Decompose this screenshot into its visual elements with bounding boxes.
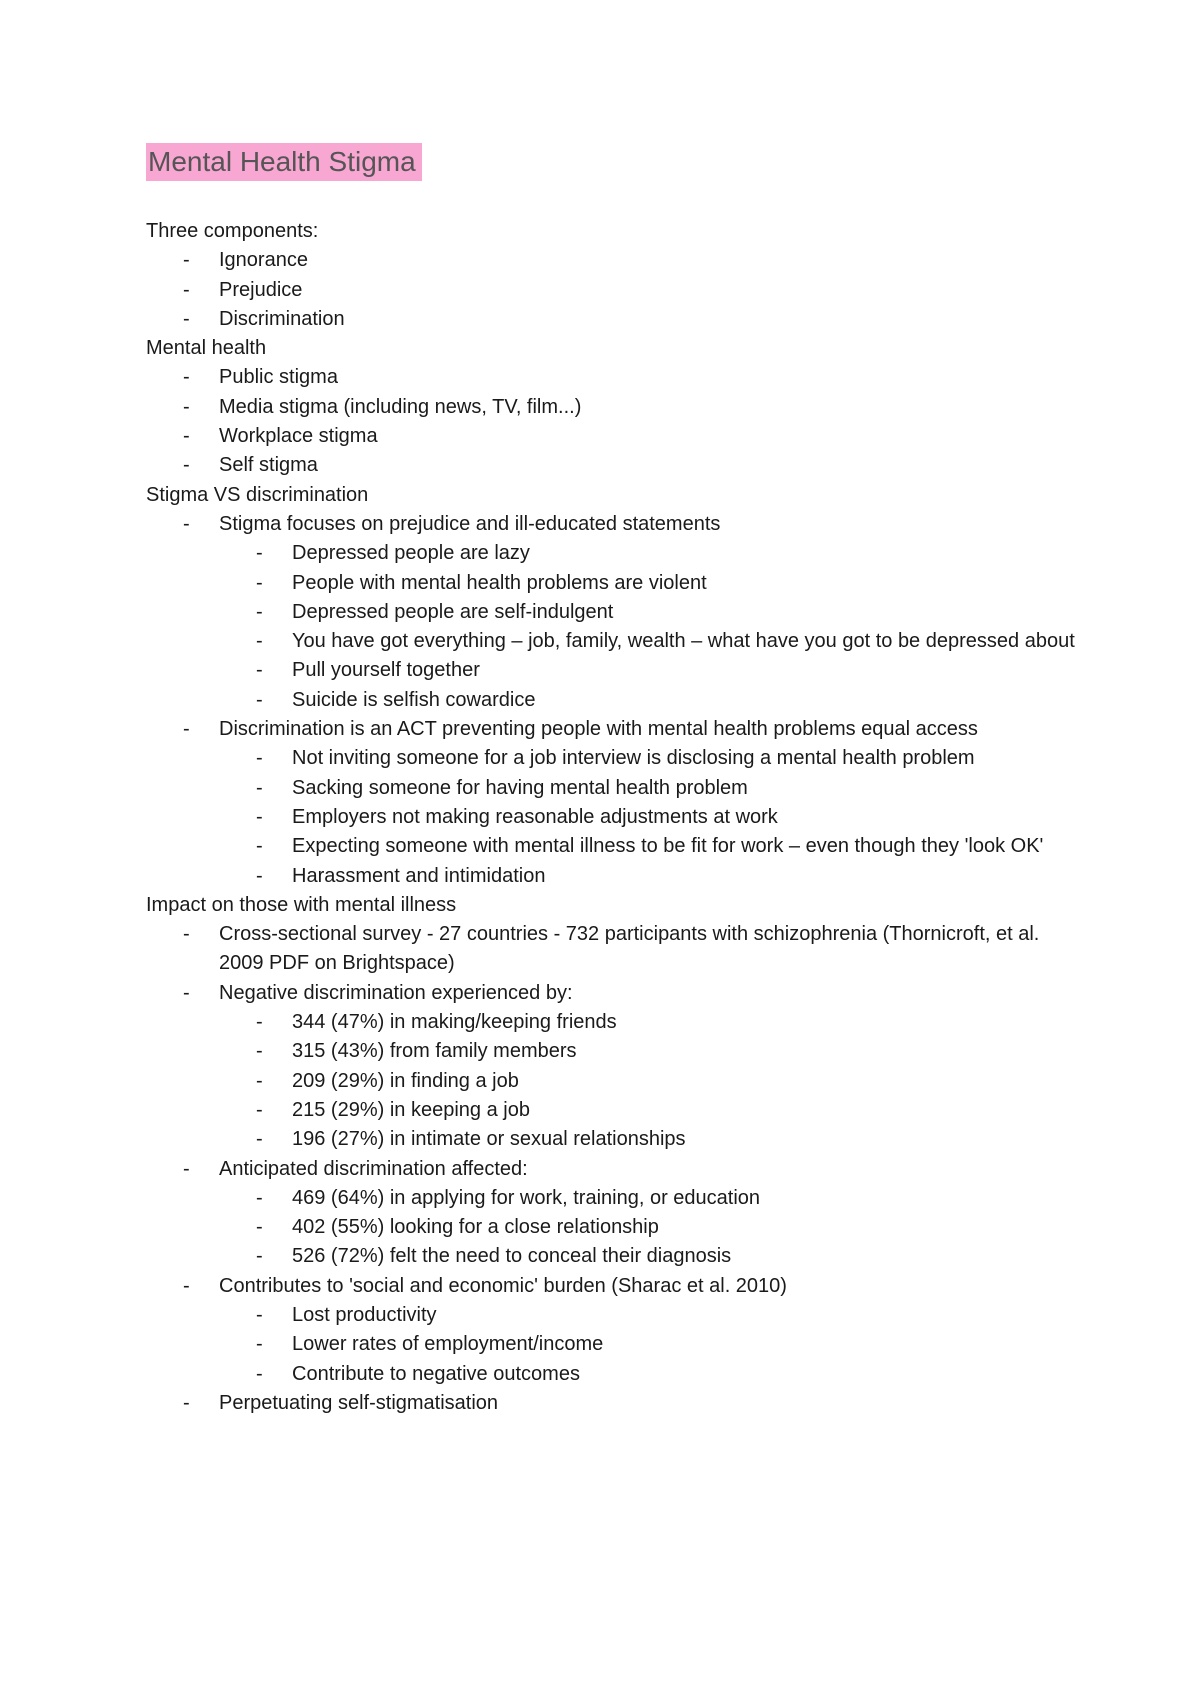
list-item xyxy=(146,276,1086,305)
bullet-list xyxy=(146,510,1086,891)
dash-bullet-icon: - xyxy=(183,249,190,272)
sub-list-item xyxy=(219,1037,1086,1066)
sub-list-item xyxy=(219,1184,1086,1213)
sub-list-item-text: Suicide is selfish cowardice xyxy=(292,688,536,711)
section-heading: Three components: xyxy=(146,220,319,242)
list-item xyxy=(146,246,1086,275)
dash-bullet-icon: - xyxy=(183,454,190,477)
sub-list-item-text: Lost productivity xyxy=(292,1303,437,1326)
list-item xyxy=(146,1389,1086,1418)
list-item-text: Discrimination xyxy=(219,307,345,330)
sub-list-item-text: 215 (29%) in keeping a job xyxy=(292,1098,530,1121)
list-item-text: Discrimination is an ACT preventing people with mental health problems equal access xyxy=(219,718,978,741)
dash-bullet-icon: - xyxy=(183,366,190,389)
dash-bullet-icon: - xyxy=(256,659,263,682)
sub-list-item-text: Depressed people are self-indulgent xyxy=(292,600,614,623)
sub-list-item xyxy=(219,832,1086,861)
list-item xyxy=(146,715,1086,891)
sub-list-item xyxy=(219,1330,1086,1359)
section-heading: Impact on those with mental illness xyxy=(146,893,457,916)
sub-list-item-text: 469 (64%) in applying for work, training, or education xyxy=(292,1186,761,1209)
bullet-list xyxy=(146,246,1086,334)
list-item xyxy=(146,393,1086,422)
sub-bullet-list xyxy=(219,539,1086,715)
dash-bullet-icon: - xyxy=(256,835,263,858)
sub-bullet-list xyxy=(219,1008,1086,1154)
list-item-text: Media stigma (including news, TV, film...) xyxy=(219,395,582,418)
dash-bullet-icon: - xyxy=(256,1216,263,1239)
sub-list-item-text: 344 (47%) in making/keeping friends xyxy=(292,1011,617,1034)
sub-list-item xyxy=(219,803,1086,832)
list-item-text: Perpetuating self-stigmatisation xyxy=(219,1391,499,1414)
sub-list-item xyxy=(219,1360,1086,1389)
list-item xyxy=(146,422,1086,451)
sub-list-item xyxy=(219,627,1086,656)
list-item-text: Ignorance xyxy=(219,249,308,272)
sub-list-item-text: 209 (29%) in finding a job xyxy=(292,1069,519,1092)
dash-bullet-icon: - xyxy=(256,1362,263,1385)
sub-list-item xyxy=(219,1008,1086,1037)
sub-list-item xyxy=(219,656,1086,685)
dash-bullet-icon: - xyxy=(256,776,263,799)
sub-list-item xyxy=(219,862,1086,891)
sub-list-item xyxy=(219,1067,1086,1096)
dash-bullet-icon: - xyxy=(256,1186,263,1209)
bullet-list xyxy=(146,363,1086,480)
sub-list-item-text: Harassment and intimidation xyxy=(292,864,546,887)
sub-list-item-text: Pull yourself together xyxy=(292,659,480,682)
dash-bullet-icon: - xyxy=(256,688,263,711)
sub-list-item xyxy=(219,1301,1086,1330)
sub-list-item-text: Sacking someone for having mental health problem xyxy=(292,776,748,799)
sub-list-item-text: Lower rates of employment/income xyxy=(292,1333,604,1356)
sub-list-item xyxy=(219,598,1086,627)
dash-bullet-icon: - xyxy=(183,425,190,448)
sub-list-item-text: Not inviting someone for a job interview is disclosing a mental health problem xyxy=(292,747,975,770)
list-item xyxy=(146,979,1086,1155)
dash-bullet-icon: - xyxy=(256,805,263,828)
dash-bullet-icon: - xyxy=(256,542,263,565)
sub-list-item xyxy=(219,686,1086,715)
dash-bullet-icon: - xyxy=(256,630,263,653)
dash-bullet-icon: - xyxy=(183,307,190,330)
dash-bullet-icon: - xyxy=(256,1245,263,1268)
dash-bullet-icon: - xyxy=(183,512,190,535)
dash-bullet-icon: - xyxy=(183,278,190,301)
sub-bullet-list xyxy=(219,1301,1086,1389)
list-item-text: Cross-sectional survey - 27 countries - 732 participants with schizophrenia (Thornicroft, et al. 2009 PDF on Brightspace) xyxy=(219,923,1040,975)
sub-list-item-text: You have got everything – job, family, wealth – what have you got to be depressed about xyxy=(292,630,1075,653)
sub-bullet-list xyxy=(219,744,1086,890)
list-item-text: Prejudice xyxy=(219,278,303,301)
section-heading: Stigma VS discrimination xyxy=(146,483,369,506)
list-item xyxy=(146,920,1086,979)
list-item xyxy=(146,1272,1086,1389)
sub-list-item-text: Employers not making reasonable adjustments at work xyxy=(292,805,778,828)
list-item xyxy=(146,1155,1086,1272)
dash-bullet-icon: - xyxy=(256,864,263,887)
dash-bullet-icon: - xyxy=(256,600,263,623)
sub-list-item-text: 402 (55%) looking for a close relationship xyxy=(292,1216,659,1239)
sub-list-item-text: 315 (43%) from family members xyxy=(292,1040,577,1063)
sub-list-item-text: Expecting someone with mental illness to be fit for work – even though they 'look OK' xyxy=(292,835,1044,858)
notes-body xyxy=(146,217,1086,1418)
list-item-text: Self stigma xyxy=(219,454,318,477)
sub-list-item xyxy=(219,774,1086,803)
sub-list-item-text: People with mental health problems are violent xyxy=(292,571,707,594)
list-item xyxy=(146,510,1086,715)
dash-bullet-icon: - xyxy=(183,1157,190,1180)
sub-list-item xyxy=(219,744,1086,773)
list-item-text: Anticipated discrimination affected: xyxy=(219,1157,528,1180)
sub-list-item xyxy=(219,539,1086,568)
list-item-text: Negative discrimination experienced by: xyxy=(219,981,573,1004)
list-item xyxy=(146,305,1086,334)
sub-list-item xyxy=(219,569,1086,598)
sub-list-item-text: Contribute to negative outcomes xyxy=(292,1362,580,1385)
dash-bullet-icon: - xyxy=(256,747,263,770)
list-item-text: Stigma focuses on prejudice and ill-educated statements xyxy=(219,512,721,535)
list-item xyxy=(146,451,1086,480)
list-item-text: Contributes to 'social and economic' burden (Sharac et al. 2010) xyxy=(219,1274,787,1297)
dash-bullet-icon: - xyxy=(183,395,190,418)
sub-list-item-text: 526 (72%) felt the need to conceal their diagnosis xyxy=(292,1245,732,1268)
dash-bullet-icon: - xyxy=(183,718,190,741)
dash-bullet-icon: - xyxy=(256,1098,263,1121)
dash-bullet-icon: - xyxy=(183,981,190,1004)
dash-bullet-icon: - xyxy=(256,571,263,594)
page-title: Mental Health Stigma xyxy=(146,143,422,181)
list-item-text: Workplace stigma xyxy=(219,425,378,448)
dash-bullet-icon: - xyxy=(256,1303,263,1326)
sub-list-item xyxy=(219,1125,1086,1154)
list-item xyxy=(146,363,1086,392)
sub-bullet-list xyxy=(219,1184,1086,1272)
dash-bullet-icon: - xyxy=(256,1011,263,1034)
list-item-text: Public stigma xyxy=(219,366,338,389)
dash-bullet-icon: - xyxy=(256,1333,263,1356)
dash-bullet-icon: - xyxy=(183,1274,190,1297)
dash-bullet-icon: - xyxy=(183,923,190,946)
sub-list-item xyxy=(219,1213,1086,1242)
sub-list-item xyxy=(219,1242,1086,1271)
sub-list-item-text: 196 (27%) in intimate or sexual relationships xyxy=(292,1128,686,1151)
section-heading: Mental health xyxy=(146,337,267,360)
sub-list-item xyxy=(219,1096,1086,1125)
dash-bullet-icon: - xyxy=(256,1128,263,1151)
dash-bullet-icon: - xyxy=(256,1040,263,1063)
sub-list-item-text: Depressed people are lazy xyxy=(292,542,530,565)
dash-bullet-icon: - xyxy=(256,1069,263,1092)
bullet-list xyxy=(146,920,1086,1418)
dash-bullet-icon: - xyxy=(183,1391,190,1414)
